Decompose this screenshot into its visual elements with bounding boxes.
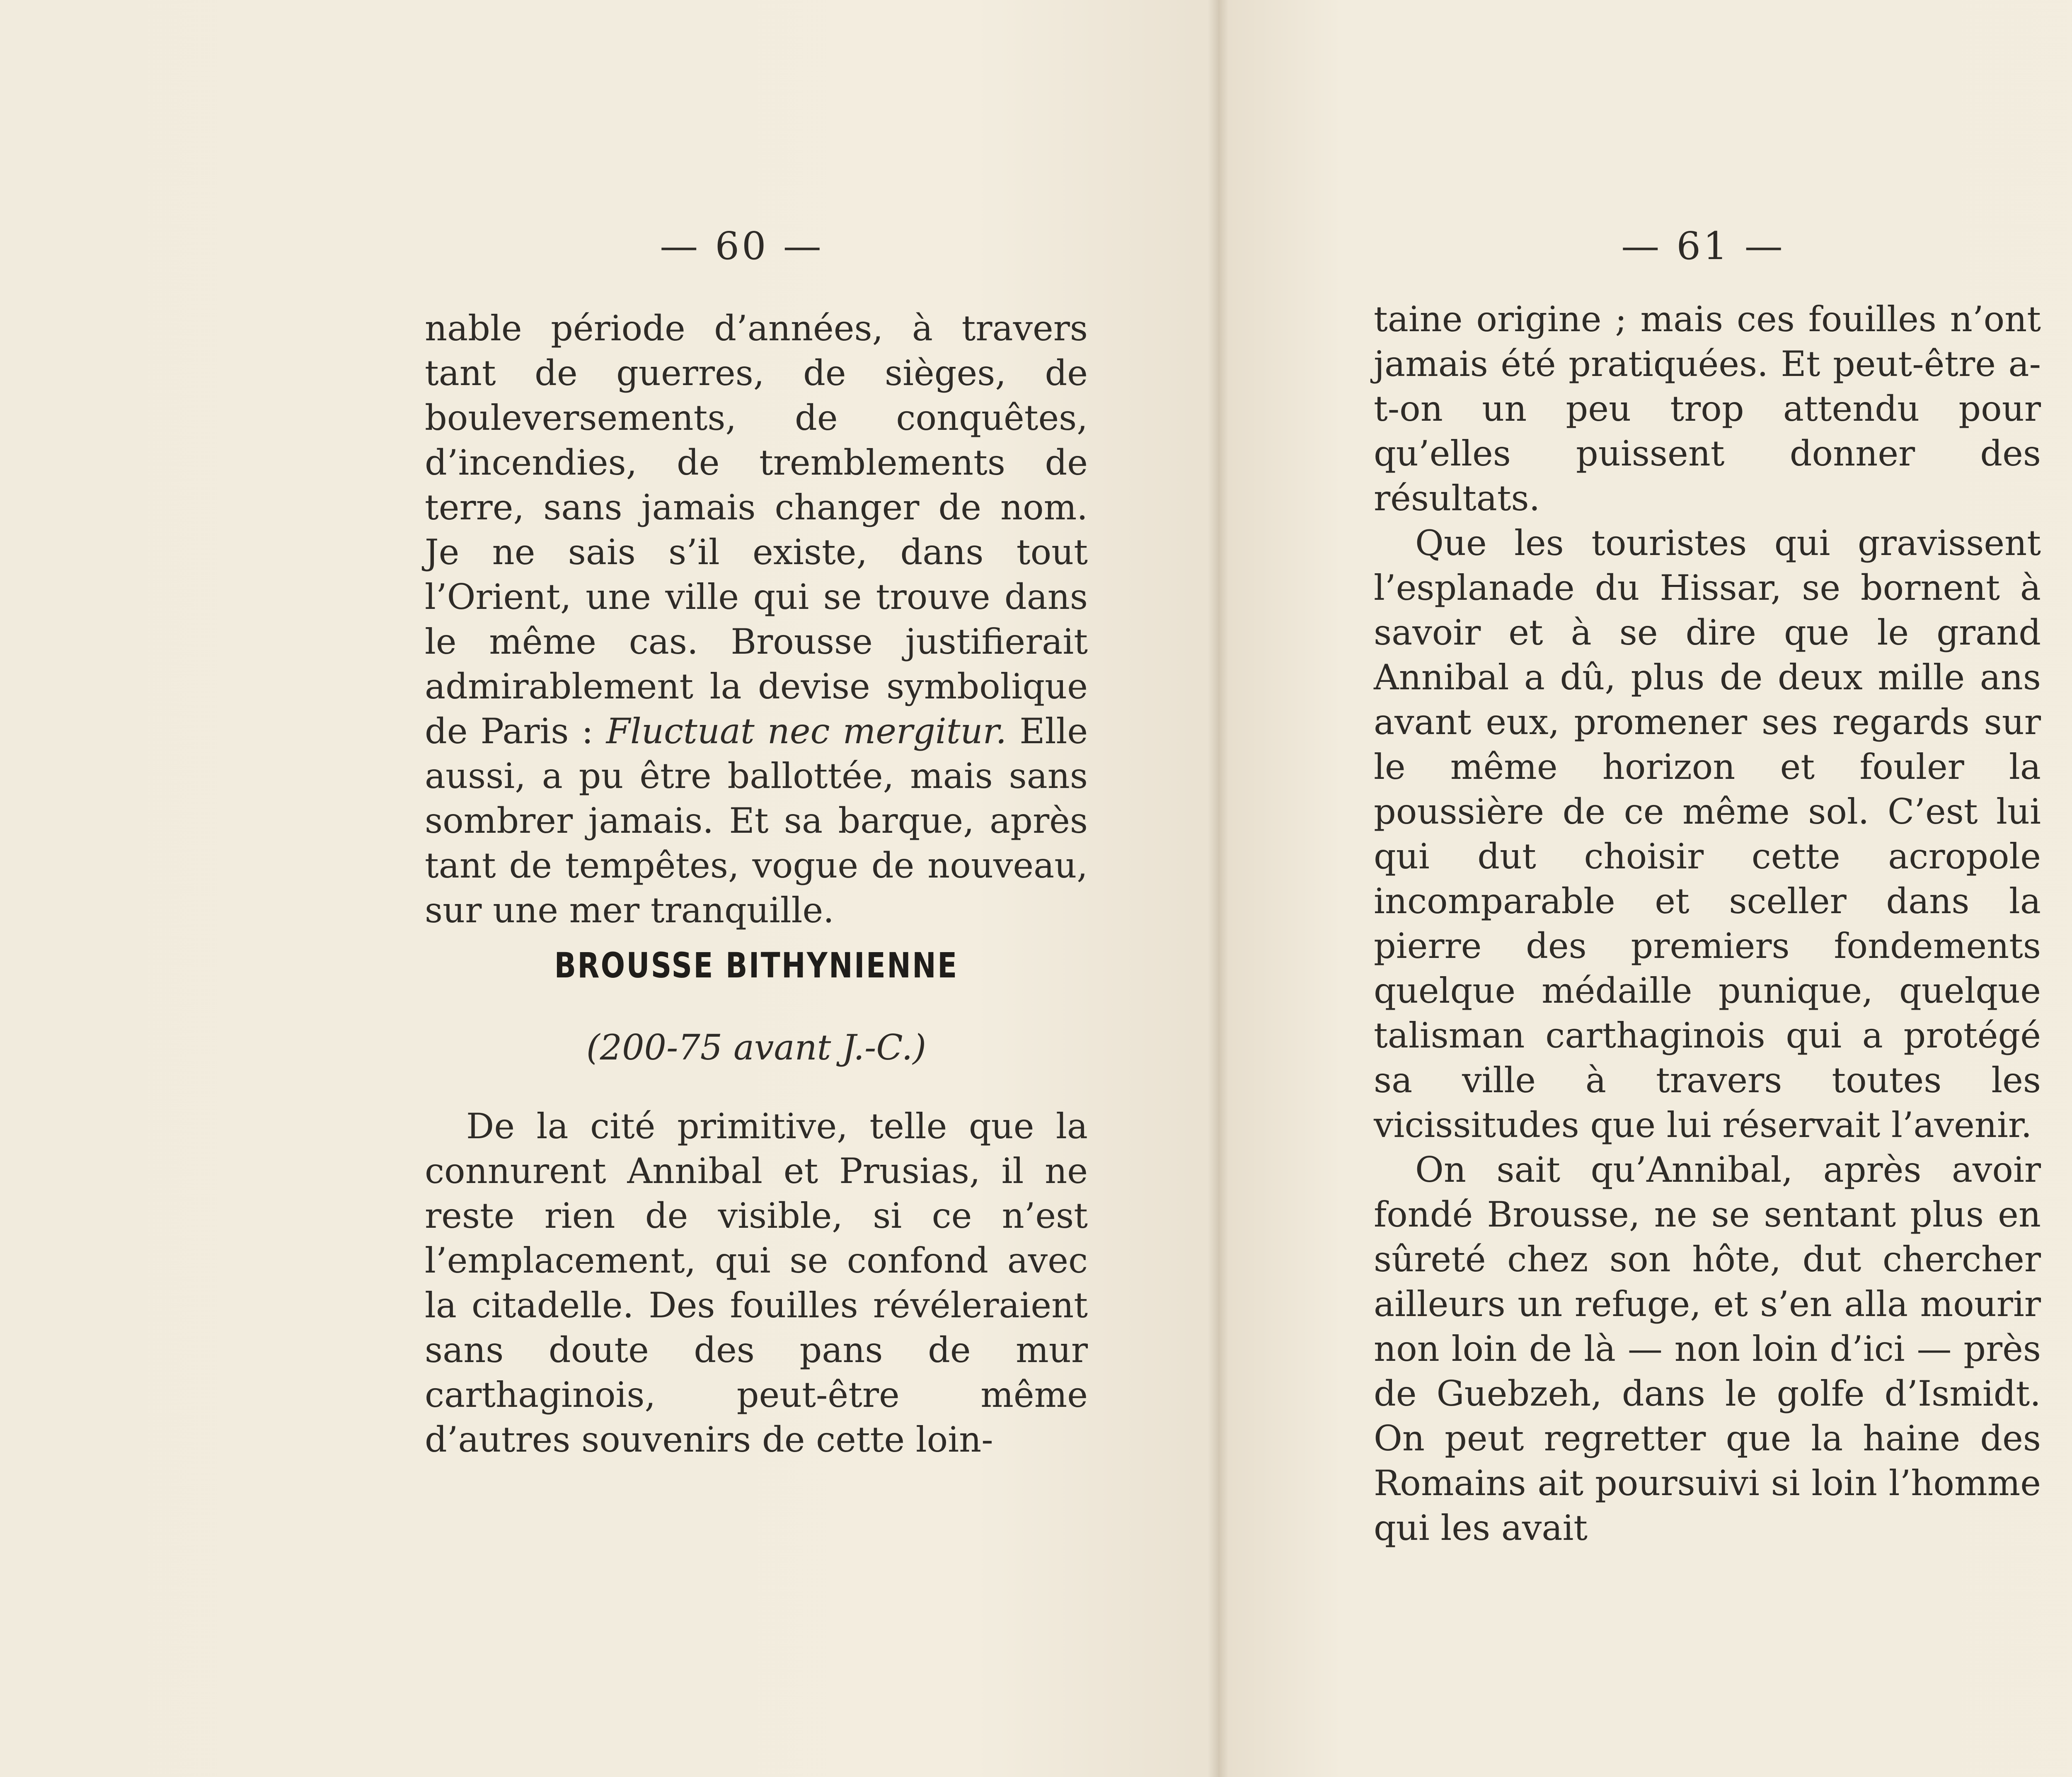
left-paragraph-2: De la cité primitive, telle que la connurent Annibal et Prusias, il ne reste rien de visible, si ce n’est l’emplacement, qui se confond avec la citadelle. Des fouilles révéleraient sans doute des pans de mur carthaginois, peut-être même d’autres souvenirs de cette loin- (425, 1106, 1088, 1460)
left-paragraph-1-start: nable période d’années, à travers tant de guerres, de sièges, de bouleversements, de conquêtes, d’incendies, de tremblements de terre, sans jamais changer de nom. Je ne sais s’il existe, dans tout l’Orient, une ville qui se trouve dans le même cas. Brousse justifierait admirablement la devise symbolique de Paris : (425, 308, 1088, 752)
page-number-left: — 60 — (660, 224, 824, 268)
paris-motto: Fluctuat nec mergitur. (606, 711, 1007, 752)
left-page-text-top (425, 306, 1088, 933)
book-gutter (1208, 0, 1229, 1777)
left-paragraph-1-end: Elle aussi, a pu être ballottée, mais sans sombrer jamais. Et sa barque, après tant de tempêtes, vogue de nouveau, sur une mer tranquille. (425, 711, 1088, 931)
left-page-text-bottom (425, 1104, 1088, 1462)
page-number-right: — 61 — (1621, 224, 1785, 268)
left-paragraph-1 (425, 306, 1088, 933)
right-paragraph-3: On sait qu’Annibal, après avoir fondé Brousse, ne se sentant plus en sûreté chez son hôte, dut chercher ailleurs un refuge, et s’en alla mourir non loin de là — non loin d’ici — près de Guebzeh, dans le golfe d’Ismidt. On peut regretter que la haine des Romains ait poursuivi si loin l’homme qui les avait (1374, 1149, 2041, 1548)
section-subheading: (200-75 avant J.-C.) (586, 1027, 927, 1068)
right-page-text (1374, 297, 2041, 1550)
right-paragraph-2: Que les touristes qui gravissent l’esplanade du Hissar, se bornent à savoir et à se dire que le grand Annibal a dû, plus de deux mille ans avant eux, promener ses regards sur le même horizon et fouler la poussière de ce même sol. C’est lui qui dut choisir cette acropole incomparable et sceller dans la pierre des premiers fondements quelque médaille punique, quelque talisman carthaginois qui a protégé sa ville à travers toutes les vicissitudes que lui réservait l’avenir. (1374, 523, 2041, 1145)
right-paragraph-1: taine origine ; mais ces fouilles n’ont jamais été pratiquées. Et peut-être a-t-on un peu trop attendu pour qu’elles puissent donner des résultats. (1374, 299, 2041, 519)
section-heading: BROUSSE BITHYNIENNE (554, 945, 959, 986)
